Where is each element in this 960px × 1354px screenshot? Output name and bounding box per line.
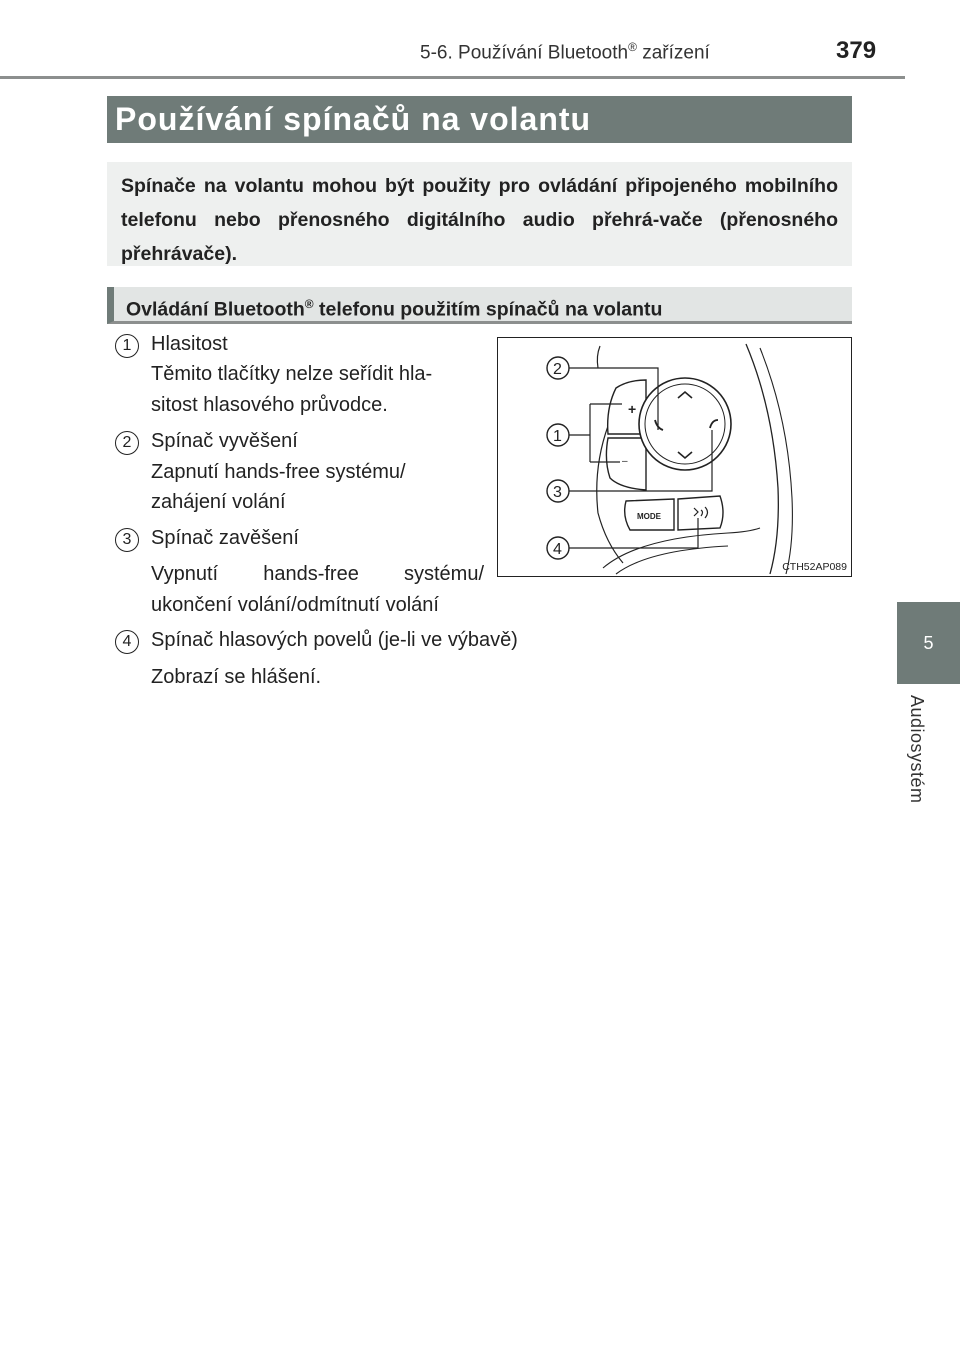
section-header-suffix: zařízení — [636, 42, 710, 64]
item-number-1: 1 — [115, 334, 139, 358]
page-title: Používání spínačů na volantu — [107, 96, 852, 143]
item-2-desc-line-1: Zapnutí hands-free systému/ — [151, 461, 406, 483]
sub-heading-prefix: Ovládání Bluetooth — [126, 298, 305, 321]
callout-label-1: 1 — [553, 428, 562, 445]
item-3-title: Spínač zavěšení — [151, 527, 299, 549]
figure-code: CTH52AP089 — [782, 561, 847, 573]
voice-command-button — [678, 496, 723, 530]
callout-label-2: 2 — [553, 361, 562, 378]
item-1-desc-line-2: sitost hlasového průvodce. — [151, 394, 388, 416]
chapter-number: 5 — [923, 632, 934, 653]
plus-sign: + — [628, 401, 637, 417]
minus-sign: – — [622, 456, 628, 467]
item-1-title: Hlasitost — [151, 333, 228, 355]
sub-heading-suffix: telefonu použitím spínačů na volantu — [313, 298, 663, 321]
item-1-desc-line-1: Těmito tlačítky nelze seřídit hla- — [151, 363, 433, 385]
steering-wheel-illustration — [498, 338, 850, 575]
sub-heading — [107, 287, 852, 324]
steering-switch-figure — [497, 337, 852, 577]
registered-mark: ® — [628, 40, 637, 54]
intro-box — [107, 162, 852, 266]
item-number-3: 3 — [115, 528, 139, 552]
item-2-title: Spínač vyvěšení — [151, 430, 298, 452]
wheel-rim-right — [746, 344, 778, 574]
page-number: 379 — [836, 37, 877, 64]
chapter-name: Audiosystém — [907, 695, 927, 804]
item-4-desc-line-1: Zobrazí se hlášení. — [151, 666, 322, 688]
callout-label-4: 4 — [553, 541, 562, 558]
wheel-rim-top — [597, 346, 600, 368]
chapter-tab — [897, 602, 960, 684]
item-number-4: 4 — [115, 630, 139, 654]
item-number-2: 2 — [115, 431, 139, 455]
item-4-title: Spínač hlasových povelů (je-li ve výbavě) — [151, 629, 518, 651]
item-3-desc-line-2: ukončení volání/odmítnutí volání — [151, 594, 439, 616]
callout-label-3: 3 — [553, 484, 562, 501]
sub-heading-reg: ® — [304, 297, 314, 311]
item-2-desc-line-2: zahájení volání — [151, 491, 286, 513]
section-header-prefix: 5-6. Používání Bluetooth — [420, 42, 629, 64]
intro-text: Spínače na volantu mohou být použity pro ovládání připojeného mobilního telefonu nebo přenosného digitálního audio přehrá-vače (přenosného přehrávače). — [121, 175, 838, 265]
mode-label: MODE — [637, 512, 661, 521]
section-header — [420, 40, 710, 64]
item-3-desc-line-1: Vypnutí hands-free systému/ — [151, 563, 484, 585]
header-divider — [0, 76, 905, 79]
